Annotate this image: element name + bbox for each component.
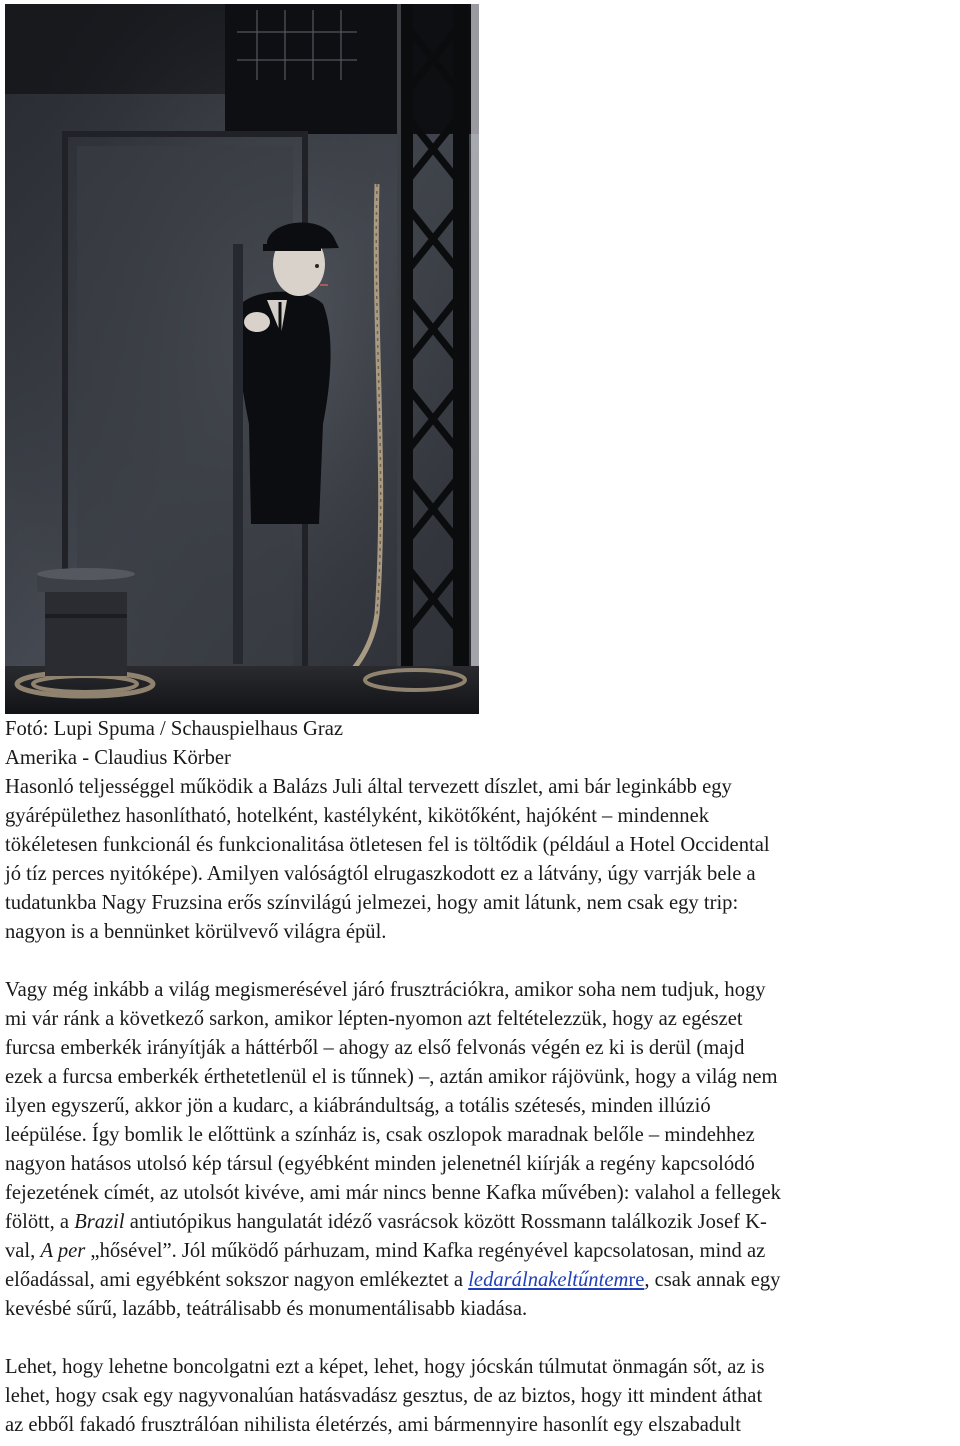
lighting-grid	[237, 10, 357, 80]
link-text-tail[interactable]: re	[628, 1269, 645, 1291]
text-line: nagyon is a bennünket körülvevő világra épül.	[5, 921, 387, 943]
bollard	[37, 568, 135, 676]
text-line: az ebből fakadó frusztrálóan nihilista életérzés, ami bármennyire hasonlít egy elszabadult	[5, 1414, 741, 1436]
text-fragment: val,	[5, 1240, 41, 1262]
text-line: furcsa emberkék irányítják a háttérből – ahogy az első felvonás végén ez ki is derül (majd	[5, 1037, 745, 1059]
article-text	[5, 715, 953, 1440]
text-line: tökéletesen funkcionál és funkcionalitása ötletesen fel is töltődik (például a Hotel Occidental	[5, 834, 770, 856]
text-line: gyárépülethez hasonlítható, hotelként, kastélyként, kikötőként, hajóként – mindennek	[5, 805, 710, 827]
text-line: fejezetének címét, az utolsót kivéve, ami már nincs benne Kafka művében): valahol a fellegek	[5, 1182, 781, 1204]
paragraph-set-design	[5, 773, 953, 947]
text-line	[5, 1208, 953, 1237]
text-fragment: fölött, a	[5, 1211, 75, 1233]
paragraph-frustration	[5, 976, 953, 1324]
photo-credit: Fotó: Lupi Spuma / Schauspielhaus Graz	[5, 718, 344, 740]
text-line: ezek a furcsa emberkék érthetetlenül el is tűnnek) –, aztán amikor rájövünk, hogy a világ nem	[5, 1066, 778, 1088]
text-line: mi vár ránk a következő sarkon, amikor lépten-nyomon azt feltételezzük, hogy az egészet	[5, 1008, 743, 1030]
ledaralnakeltuntem-link[interactable]	[468, 1269, 644, 1291]
text-line: lehet, hogy csak egy nagyvonalúan hatásvadász gesztus, de az biztos, hogy itt mindent áthat	[5, 1385, 763, 1407]
stage-photo-illustration	[5, 4, 479, 714]
text-fragment: , csak annak egy	[644, 1269, 781, 1291]
text-fragment: előadással, ami egyébként sokszor nagyon emlékeztet a	[5, 1269, 469, 1291]
link-text[interactable]: ledarálnakeltűntem	[468, 1269, 629, 1291]
film-title-brazil: Brazil	[74, 1211, 125, 1233]
photo-caption	[5, 715, 953, 773]
text-fragment: antiutópikus hangulatát idéző vasrácsok között Rossmann találkozik Josef K-	[124, 1211, 767, 1233]
text-line: Vagy még inkább a világ megismerésével járó frusztrációkra, amikor soha nem tudjuk, hogy	[5, 979, 766, 1001]
text-line: nagyon hatásos utolsó kép társul (egyébként minden jelenetnél kiírják a regény kapcsolódó	[5, 1153, 755, 1175]
text-line: kevésbé sűrű, lazább, teátrálisabb és monumentálisabb kiadása.	[5, 1298, 528, 1320]
text-line	[5, 1237, 953, 1266]
book-title-a-per: A per	[40, 1240, 86, 1262]
text-line: ilyen egyszerű, akkor jön a kudarc, a kiábrándultság, a totális szétesés, minden illúzió	[5, 1095, 711, 1117]
text-line: leépülése. Így bomlik le előttünk a színház is, csak oszlopok maradnak belőle – mindehhez	[5, 1124, 755, 1146]
text-line: tudatunkba Nagy Fruzsina erős színvilágú jelmezei, hogy amit látunk, nem csak egy trip:	[5, 892, 739, 914]
text-line: Hasonló teljességgel működik a Balázs Juli által tervezett díszlet, ami bár leginkább egy	[5, 776, 732, 798]
text-line: jó tíz perces nyitóképe). Amilyen valóságtól elrugaszkodott ez a látvány, úgy varrják bele a	[5, 863, 756, 885]
text-line: Lehet, hogy lehetne boncolgatni ezt a képet, lehet, hogy jócskán túlmutat önmagán sőt, az is	[5, 1356, 765, 1378]
stage-photo	[5, 4, 479, 714]
text-fragment: „hősével”. Jól működő párhuzam, mind Kafka regényével kapcsolatosan, mind az	[85, 1240, 766, 1262]
text-line	[5, 1266, 953, 1295]
photo-title: Amerika - Claudius Körber	[5, 747, 231, 769]
paragraph-nihilism	[5, 1353, 953, 1440]
